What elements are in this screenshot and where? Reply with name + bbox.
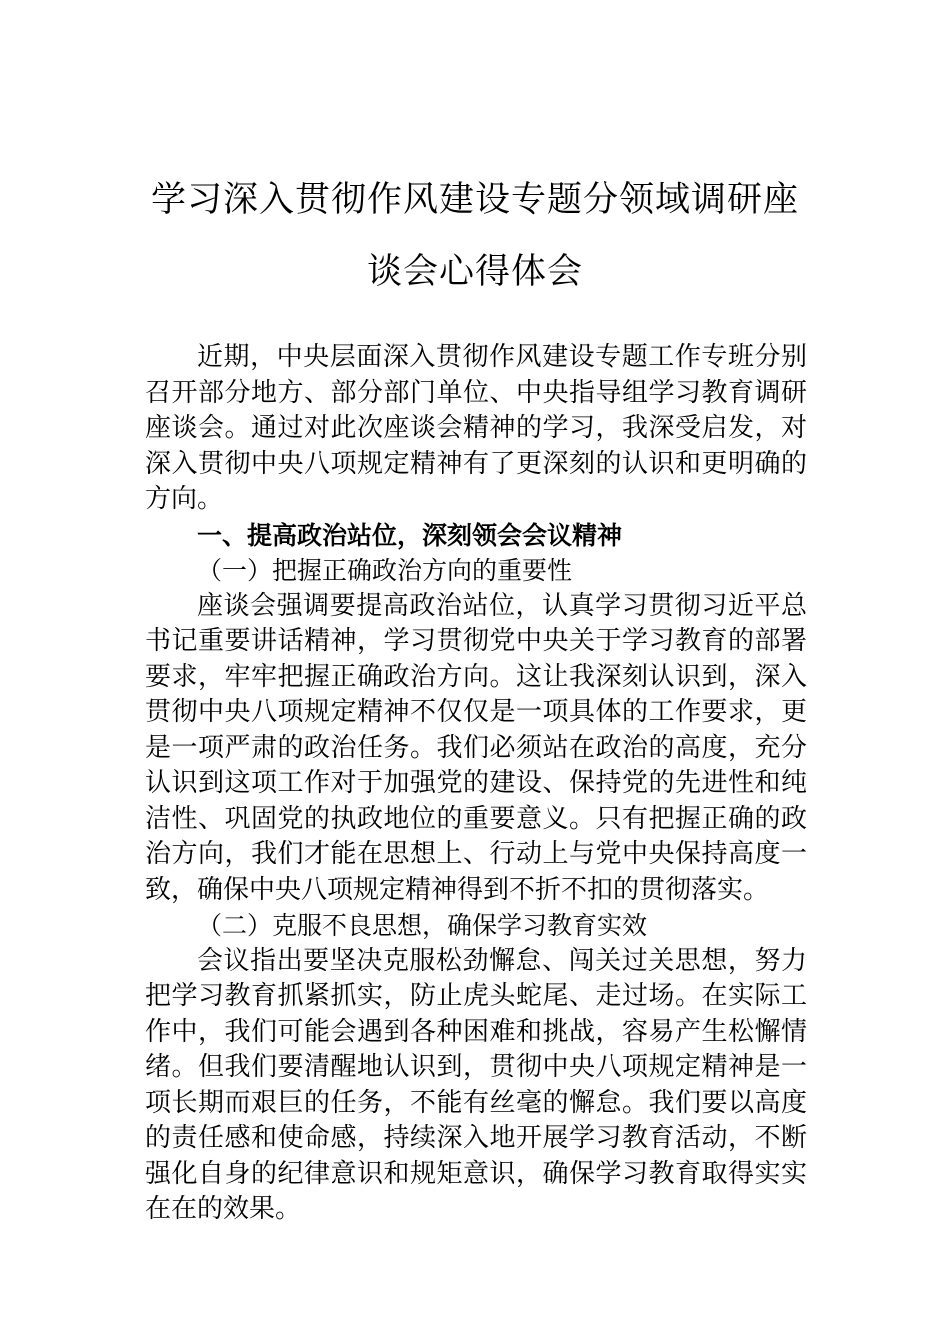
subsection-1-paragraph: 座谈会强调要提高政治站位，认真学习贯彻习近平总书记重要讲话精神，学习贯彻党中央关于学习教育的部署要求，牢牢把握正确政治方向。这让我深刻认识到，深入贯彻中央八项规定精神不仅仅是一项具体的工作要求，更是一项严肃的政治任务。我们必须站在政治的高度，充分认识到这项工作对于加强党的建设、保持党的先进性和纯洁性、巩固党的执政地位的重要意义。只有把握正确的政治方向，我们才能在思想上、行动上与党中央保持高度一致，确保中央八项规定精神得到不折不扣的贯彻落实。 xyxy=(145,590,807,905)
subsection-2-paragraph: 会议指出要坚决克服松劲懈怠、闯关过关思想，努力把学习教育抓紧抓实，防止虎头蛇尾、走过场。在实际工作中，我们可能会遇到各种困难和挑战，容易产生松懈情绪。但我们要清醒地认识到，贯彻中央八项规定精神是一项长期而艰巨的任务，不能有丝毫的懈怠。我们要以高度的责任感和使命感，持续深入地开展学习教育活动，不断强化自身的纪律意识和规矩意识，确保学习教育取得实实在在的效果。 xyxy=(145,945,807,1224)
intro-paragraph: 近期，中央层面深入贯彻作风建设专题工作专班分别召开部分地方、部分部门单位、中央指导组学习教育调研座谈会。通过对此次座谈会精神的学习，我深受启发，对深入贯彻中央八项规定精神有了更深刻的认识和更明确的方向。 xyxy=(145,342,807,514)
document-title-line-2: 谈会心得体会 xyxy=(366,252,583,292)
section-1-heading: 一、提高政治站位，深刻领会会议精神 xyxy=(197,520,623,550)
subsection-2-heading: （二）克服不良思想，确保学习教育实效 xyxy=(197,911,648,940)
document-body xyxy=(145,340,807,1228)
subsection-1-heading: （一）把握正确政治方向的重要性 xyxy=(197,556,573,585)
document-title-line-1: 学习深入贯彻作风建设专题分领域调研座 xyxy=(150,180,799,220)
